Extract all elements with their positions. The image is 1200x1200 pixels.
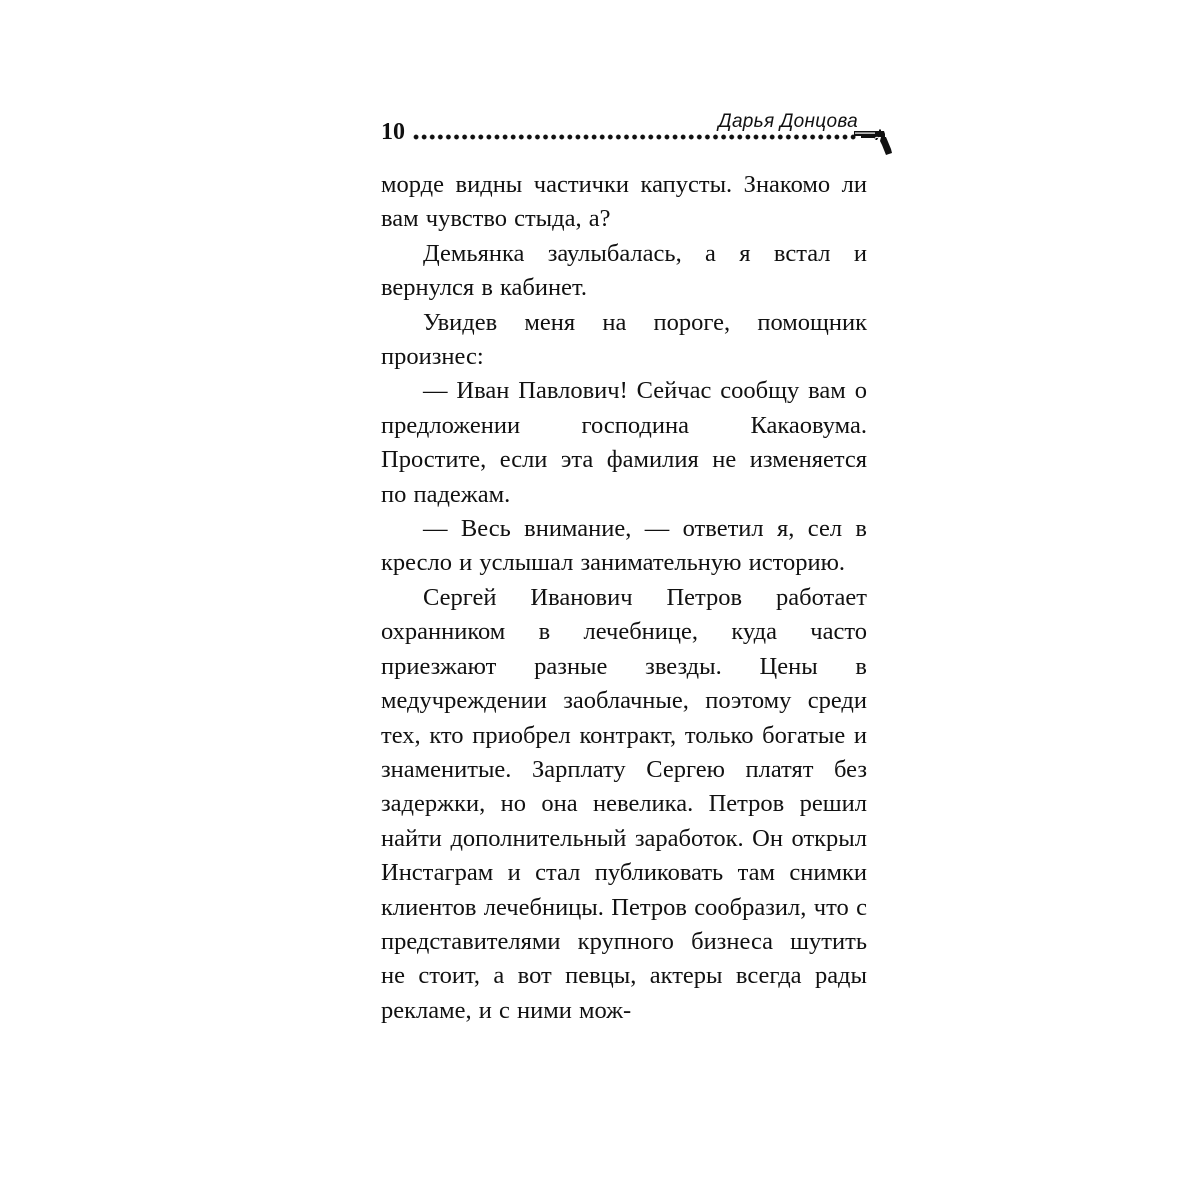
paragraph: Увидев меня на пороге, помощник произнес: [381,308,867,371]
paragraph: Демьянка заулыбалась, а я встал и вернулся в кабинет. [381,239,867,302]
paragraph: Сергей Иванович Петров работает охранником в лечебнице, куда часто приезжают разные звезды. Цены в медучреждении заоблачные, поэтому среди тех, кто приобрел контракт, только богатые и знаменитые. Зарплату Сергею платят без задержки, но она невелика. Петров решил найти дополнительный заработок. Он открыл Инстаграм и стал публиковать там снимки клиентов лечебницы. Петров сообразил, что с представителями крупного бизнеса шутить не стоит, а вот певцы, актеры всегда рады рекламе, и с ними мож- [381,583,867,1024]
paragraph: — Иван Павлович! Сейчас сообщу вам о предложении господина Какаовума. Простите, если эта фамилия не изменяется по падежам. [381,377,867,508]
header-dot-leader [412,133,856,141]
body-text [381,168,867,1028]
paragraph: морде видны частички капусты. Знакомо ли вам чувство стыда, а? [381,171,867,233]
revolver-icon [853,128,893,156]
paragraph: — Весь внимание, — ответил я, сел в кресло и услышал занимательную историю. [381,515,867,577]
running-header-author: Дарья Донцова [718,111,858,132]
page-number: 10 [381,119,405,145]
